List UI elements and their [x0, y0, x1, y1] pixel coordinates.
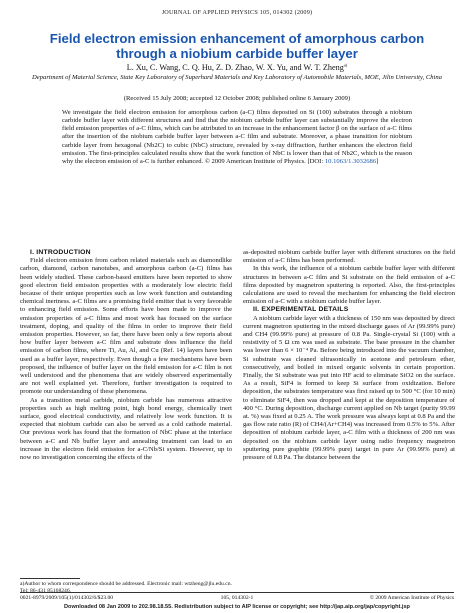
correspondence-footnote: a)Author to whom correspondence should be addressed. Electronic mail: wtzheng@jlu.edu.cn. Tel: 86-431 85168246.: [20, 581, 232, 594]
article-title: Field electron emission enhancement of amorphous carbon through a niobium carbide buffer layer: [49, 31, 425, 61]
section-heading-introduction: I. INTRODUCTION: [30, 249, 91, 256]
footnote-rule: [20, 578, 80, 579]
author-list: [30, 63, 444, 73]
doi-link[interactable]: 10.1063/1.3032686: [324, 157, 377, 165]
doi-suffix: ]: [376, 157, 379, 165]
footer-page-number: 105, 014302-1: [220, 595, 254, 601]
abstract-text: We investigate the field electron emission for amorphous carbon (a-C) films deposited on Si (100) substrates through a niobium carbide buffer layer with different structures and find that the niobium carbide buffer layer can substantially improve the electron field emission properties of a-C films, which can be attributed to an increase in the enhancement factor β on the surface of a-C films after the insertion of the niobium carbide buffer layer between a-C film and substrate. Moreover, a phase transition for niobium carbide layer from hexagonal (Nb2C) to cubic (NbC) structure, revealed by x-ray diffraction, further enhances the electron field emission. The first-principles calculated results show that the work function of NbC is lower than that of Nb2C, which is the reason why the electron emission of a-C is further enhanced. © 2009 American Institute of Physics.: [62, 109, 412, 165]
footer-rule: [20, 592, 454, 593]
authors-text: L. Xu, C. Wang, C. Q. Hu, Z. D. Zhao, W. X. Yu, and W. T. Zheng: [126, 63, 344, 72]
intro-paragraph-3: as-deposited niobium carbide buffer layer with different structures on the field emission of a-C films has been performed.: [243, 249, 455, 265]
footer-copyright: © 2009 American Institute of Physics: [369, 595, 454, 601]
footer-issn: 0021-8979/2009/105(1)/014302/6/$23.00: [20, 595, 114, 601]
download-notice: Downloaded 08 Jan 2009 to 202.98.18.55. Redistribution subject to AIP license or copyright; see http://jap.aip.org/jap/copyright.jsp: [64, 604, 410, 610]
intro-paragraph-4: In this work, the influence of a niobium carbide buffer layer with different structures in between a-C film and Si substrate on the field emission of a-C films deposited by magnetron sputtering is reported. Also, the first-principles calculations are used to reveal the mechanism for enhancing the field electron emission of a-C with a niobium carbide buffer layer.: [243, 265, 455, 306]
doi-line: [307, 158, 378, 165]
intro-paragraph-1: Field electron emission from carbon related materials such as diamondlike carbon, diamond, carbon nanotubes, and amorphous carbon (a-C) films has been widely studied. These carbon-based emitters have been reported to show good electron field emission properties with a moderately low electric field because of their unique properties such as low work function and outstanding chemical inertness. a-C films are a promising field emitter that is very favorable to enhancing field emission. Some efforts have been made to improve the emission properties of a-C films and most work has focused on the surface treatment, doping, and quality of the films in order to improve their field emission properties. However, so far, there have been only a few reports about how buffer layer between a-C film and substrate does influence the field emission of carbon films, where Ti, Au, Al, and Cu (Ref. 14) layers have been used as a buffer layer, respectively. Even though a few mechanisms have been proposed, the influence of buffer layer on the field emission for a-C film is not well understood and the phenomena that are widely observed experimentally are not well explained yet. Therefore, further investigation is required to promote our understanding of these phenomena.: [20, 257, 232, 396]
author-footnote-marker[interactable]: a): [343, 62, 348, 68]
experimental-paragraph-1: A niobium carbide layer with a thickness of 150 nm was deposited by direct current magnetron sputtering in the mixed discharge gases of Ar (99.99% pure) and CH4 (99.99% pure) at pressure of 0.8 Pa. Single-crystal Si (100) with a resistivity of 5 Ω cm was used as substrate. The base pressure in the chamber was lower than 6 × 10⁻⁴ Pa. Before being introduced into the vacuum chamber, Si substrate was cleaned ultrasonically in acetone and petroleum ether, consecutively, and boiled in mixed organic solvents in certain proportion. Finally, the Si substrate was put into HF acid to eliminate SiO2 on the surface. As a result, SiF4 is formed to keep Si surface from oxidization. Before deposition, the substrates temperature was first raised up to 500 °C (for 10 min) to eliminate SiF4, then was dropped and kept at the deposition temperature of 400 °C. During deposition, discharge current applied on Nb target (purity 99.99 at. %) was fixed at 0.25 A. The work pressure was always kept at 0.8 Pa and the gas flow rate ratio (R) of CH4/(Ar+CH4) was increased from 0.5% to 5%. After deposition of niobium carbide layer, a-C film with a thickness of 200 nm was deposited on the niobium carbide layer using radio frequency magnetron sputtering pure graphite (99.99% pure) target in pure Ar (99.99% pure) at pressure of 0.8 Pa. The distance between the: [243, 314, 455, 462]
received-dates: (Received 15 July 2008; accepted 12 October 2008; published online 6 January 2009): [123, 95, 351, 102]
running-head: JOURNAL OF APPLIED PHYSICS 105, 014302 (2009): [161, 9, 313, 16]
affiliation: Department of Material Science, State Key Laboratory of Superhard Materials and Key Laboratory of Automobile Materials, MOE, Jilin University, China: [32, 74, 442, 81]
doi-prefix: [DOI:: [307, 157, 325, 165]
section-heading-experimental: II. EXPERIMENTAL DETAILS: [253, 306, 349, 314]
left-column: [20, 249, 232, 462]
abstract: [62, 109, 412, 166]
right-column: [243, 249, 455, 462]
intro-paragraph-2: As a transition metal carbide, niobium carbide has numerous attractive properties such as high melting point, high bond energy, chemically inert surface, good electrical conductivity, and relatively low work function. It is expected that niobium carbide can also be served as a cold cathode material. Our previous work has found that the formation of NbC phase at the interface between a-C and Nb buffer layer and annealing treatment can lead to an increase in the electron field emission for a-C/Nb/Si system. However, up to now no investigation concerning the effects of the: [20, 396, 232, 462]
